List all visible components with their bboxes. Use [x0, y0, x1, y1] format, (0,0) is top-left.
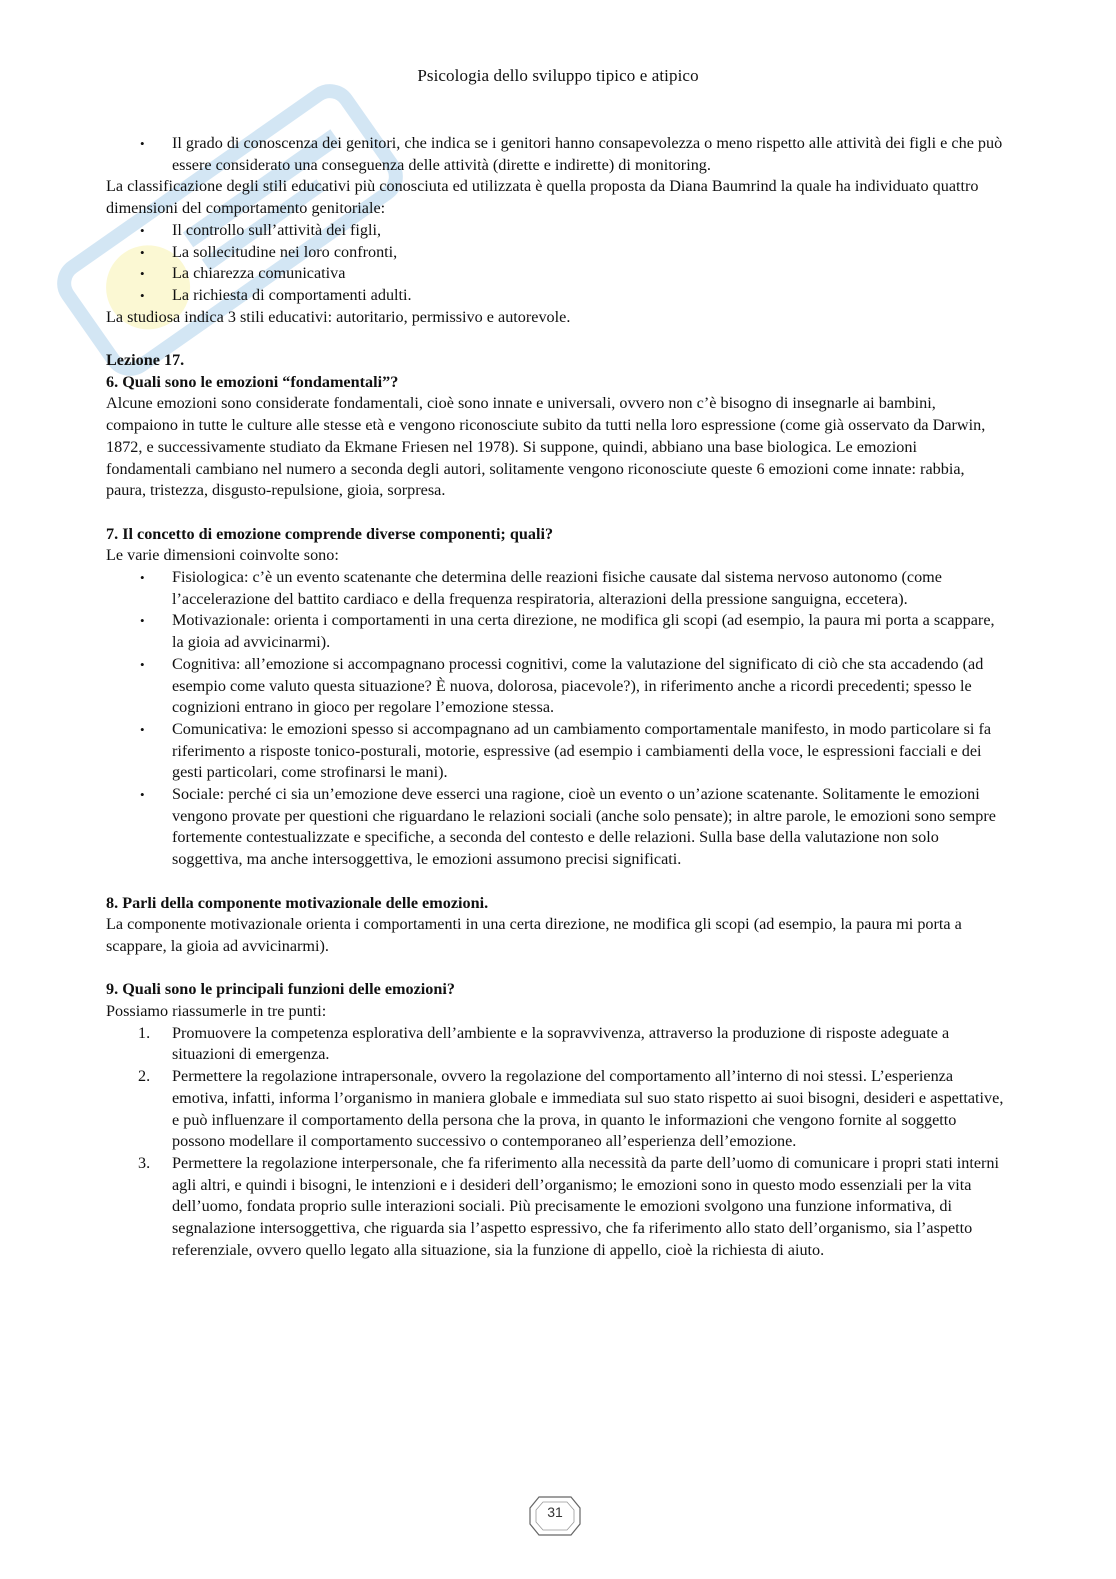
page-header-title: Psicologia dello sviluppo tipico e atipico — [417, 66, 699, 85]
bullet-icon: • — [140, 287, 145, 303]
dimensioni-list — [106, 220, 1006, 307]
bullet-icon: • — [140, 244, 145, 260]
question-6-body: Alcune emozioni sono considerate fondamentali, cioè sono innate e universali, ovvero non c’è bisogno di insegnarle ai bambini, compaiono in tutte le culture alle stesse età e vengono riconosciute subito da tutti nella loro espressione (come già osservato da Darwin, 1872, e successivamente studiato da Ekmane Friesen nel 1978). Si suppone, quindi, abbiano una base biologica. Le emozioni fondamentali cambiano nel numero a seconda degli autori, solitamente vengono riconosciute queste 6 emozioni come innate: rabbia, paura, tristezza, disgusto-repulsione, gioia, sorpresa. — [106, 394, 986, 500]
paragraph-classificazione: La classificazione degli stili educativi più conosciuta ed utilizzata è quella proposta da Diana Baumrind la quale ha individuato quattro dimensioni del comportamento genitoriale: — [106, 177, 979, 218]
list-item: • La chiarezza comunicativa — [106, 263, 1006, 285]
question-6-heading: 6. Quali sono le emozioni “fondamentali”? — [106, 372, 399, 391]
list-number: 1. — [138, 1023, 151, 1042]
bullet-icon: • — [140, 721, 145, 737]
page-number-badge — [527, 1494, 583, 1538]
list-number: 2. — [138, 1067, 151, 1086]
question-8-body: La componente motivazionale orienta i comportamenti in una certa direzione, ne modifica gli scopi (ad esempio, la paura mi porta a scappare, la gioia ad avvicinarmi). — [106, 915, 962, 955]
intro-bullet-list — [106, 133, 1006, 176]
list-item: • La richiesta di comportamenti adulti. — [106, 285, 1006, 307]
paragraph-stili: La studiosa indica 3 stili educativi: autoritario, permissivo e autorevole. — [106, 307, 571, 326]
componenti-list — [106, 567, 1006, 871]
bullet-icon: • — [140, 613, 145, 629]
bullet-icon: • — [140, 136, 145, 151]
list-item: • Sociale: perché ci sia un’emozione deve esserci una ragione, cioè un evento o un’azione scatenante. Solitamente le emozioni vengono provate per questioni che riguardano le relazioni sociali (anche solo pensate); in altre parole, le emozioni sono sempre fortemente contestualizzate e specifiche, a seconda del contesto e delle relazioni. Sulla base della valutazione non solo soggettiva, ma anche intersoggettiva, le emozioni assumono precisi significati. — [140, 785, 996, 869]
list-item: • Il grado di conoscenza dei genitori, che indica se i genitori hanno consapevolezza o meno rispetto alle attività dei figli e che può essere considerato una conseguenza delle attività (dirette e indirette) di monitoring. — [140, 134, 1003, 174]
list-item: • Cognitiva: all’emozione si accompagnano processi cognitivi, come la valutazione del significato di ciò che sta accadendo (ad esempio come valuto questa situazione? È nuova, dolorosa, piacevole?), in riferimento anche a ricordi precedenti; spesso le cognizioni entrano in gioco per regolare l’emozione stessa. — [140, 654, 984, 717]
list-item: • La sollecitudine nei loro confronti, — [106, 242, 1006, 264]
bullet-icon: • — [140, 266, 145, 282]
document-body — [106, 133, 1006, 1262]
question-9-heading: 9. Quali sono le principali funzioni delle emozioni? — [106, 980, 455, 999]
bullet-icon: • — [140, 222, 145, 238]
question-9-intro: Possiamo riassumerle in tre punti: — [106, 1002, 327, 1021]
funzioni-list — [106, 1023, 1006, 1262]
bullet-icon: • — [140, 787, 145, 803]
list-item: • Comunicativa: le emozioni spesso si accompagnano ad un cambiamento comportamentale manifesto, in modo particolare si fa riferimento a risposte tonico-posturali, motorie, espressive (ad esempio i cambiamenti della voce, le espressioni facciali e dei gesti particolari, come strofinarsi le mani). — [140, 719, 992, 782]
question-8-heading: 8. Parli della componente motivazionale delle emozioni. — [106, 893, 489, 912]
bullet-icon: • — [140, 570, 145, 586]
list-item: • Motivazionale: orienta i comportamenti in una certa direzione, ne modifica gli scopi (ad esempio, la paura mi porta a scappare, la gioia ad avvicinarmi). — [140, 611, 995, 652]
list-item: 1. Promuovere la competenza esplorativa dell’ambiente e la sopravvivenza, attraverso la produzione di risposte adeguate a situazioni di emergenza. — [138, 1023, 950, 1064]
list-number: 3. — [138, 1153, 151, 1172]
question-7-heading: 7. Il concetto di emozione comprende diverse componenti; quali? — [106, 524, 554, 543]
question-7-intro: Le varie dimensioni coinvolte sono: — [106, 546, 339, 565]
page-number: 31 — [547, 1504, 563, 1520]
lesson-heading: Lezione 17. — [106, 351, 185, 370]
list-item: • Il controllo sull’attività dei figli, — [106, 220, 1006, 242]
list-item: 2. Permettere la regolazione intrapersonale, ovvero la regolazione del comportamento all’interno di noi stessi. L’esperienza emotiva, infatti, informa l’organismo in maniera globale e immediata sul suo stato rispetto ai suoi bisogni, desideri e aspettative, e può influenzare il comportamento della persona che la prova, in quanto le informazioni che vengono fornite al soggetto possono modellare il comportamento successivo o contemporaneo all’esperienza dell’emozione. — [138, 1067, 1004, 1151]
bullet-icon: • — [140, 656, 145, 672]
list-item: • Fisiologica: c’è un evento scatenante che determina delle reazioni fisiche causate dal sistema nervoso autonomo (come l’accelerazione del battito cardiaco e della frequenza respiratoria, alterazioni della pressione sanguigna, eccetera). — [140, 568, 942, 608]
list-item: 3. Permettere la regolazione interpersonale, che fa riferimento alla necessità da parte dell’uomo di comunicare i propri stati interni agli altri, e quindi i bisogni, le intenzioni e i desideri dell’organismo; le emozioni sono in questo modo essenziali per la vita dell’uomo, fondata proprio sulle interazioni sociali. Più precisamente le emozioni svolgono una funzione informativa, di segnalazione intersoggettiva, che riguarda sia l’aspetto espressivo, che fa riferimento allo stato dell’organismo, sia l’aspetto referenziale, ovvero quello legato alla situazione, sia la funzione di appello, cioè la richiesta di aiuto. — [138, 1153, 1000, 1259]
